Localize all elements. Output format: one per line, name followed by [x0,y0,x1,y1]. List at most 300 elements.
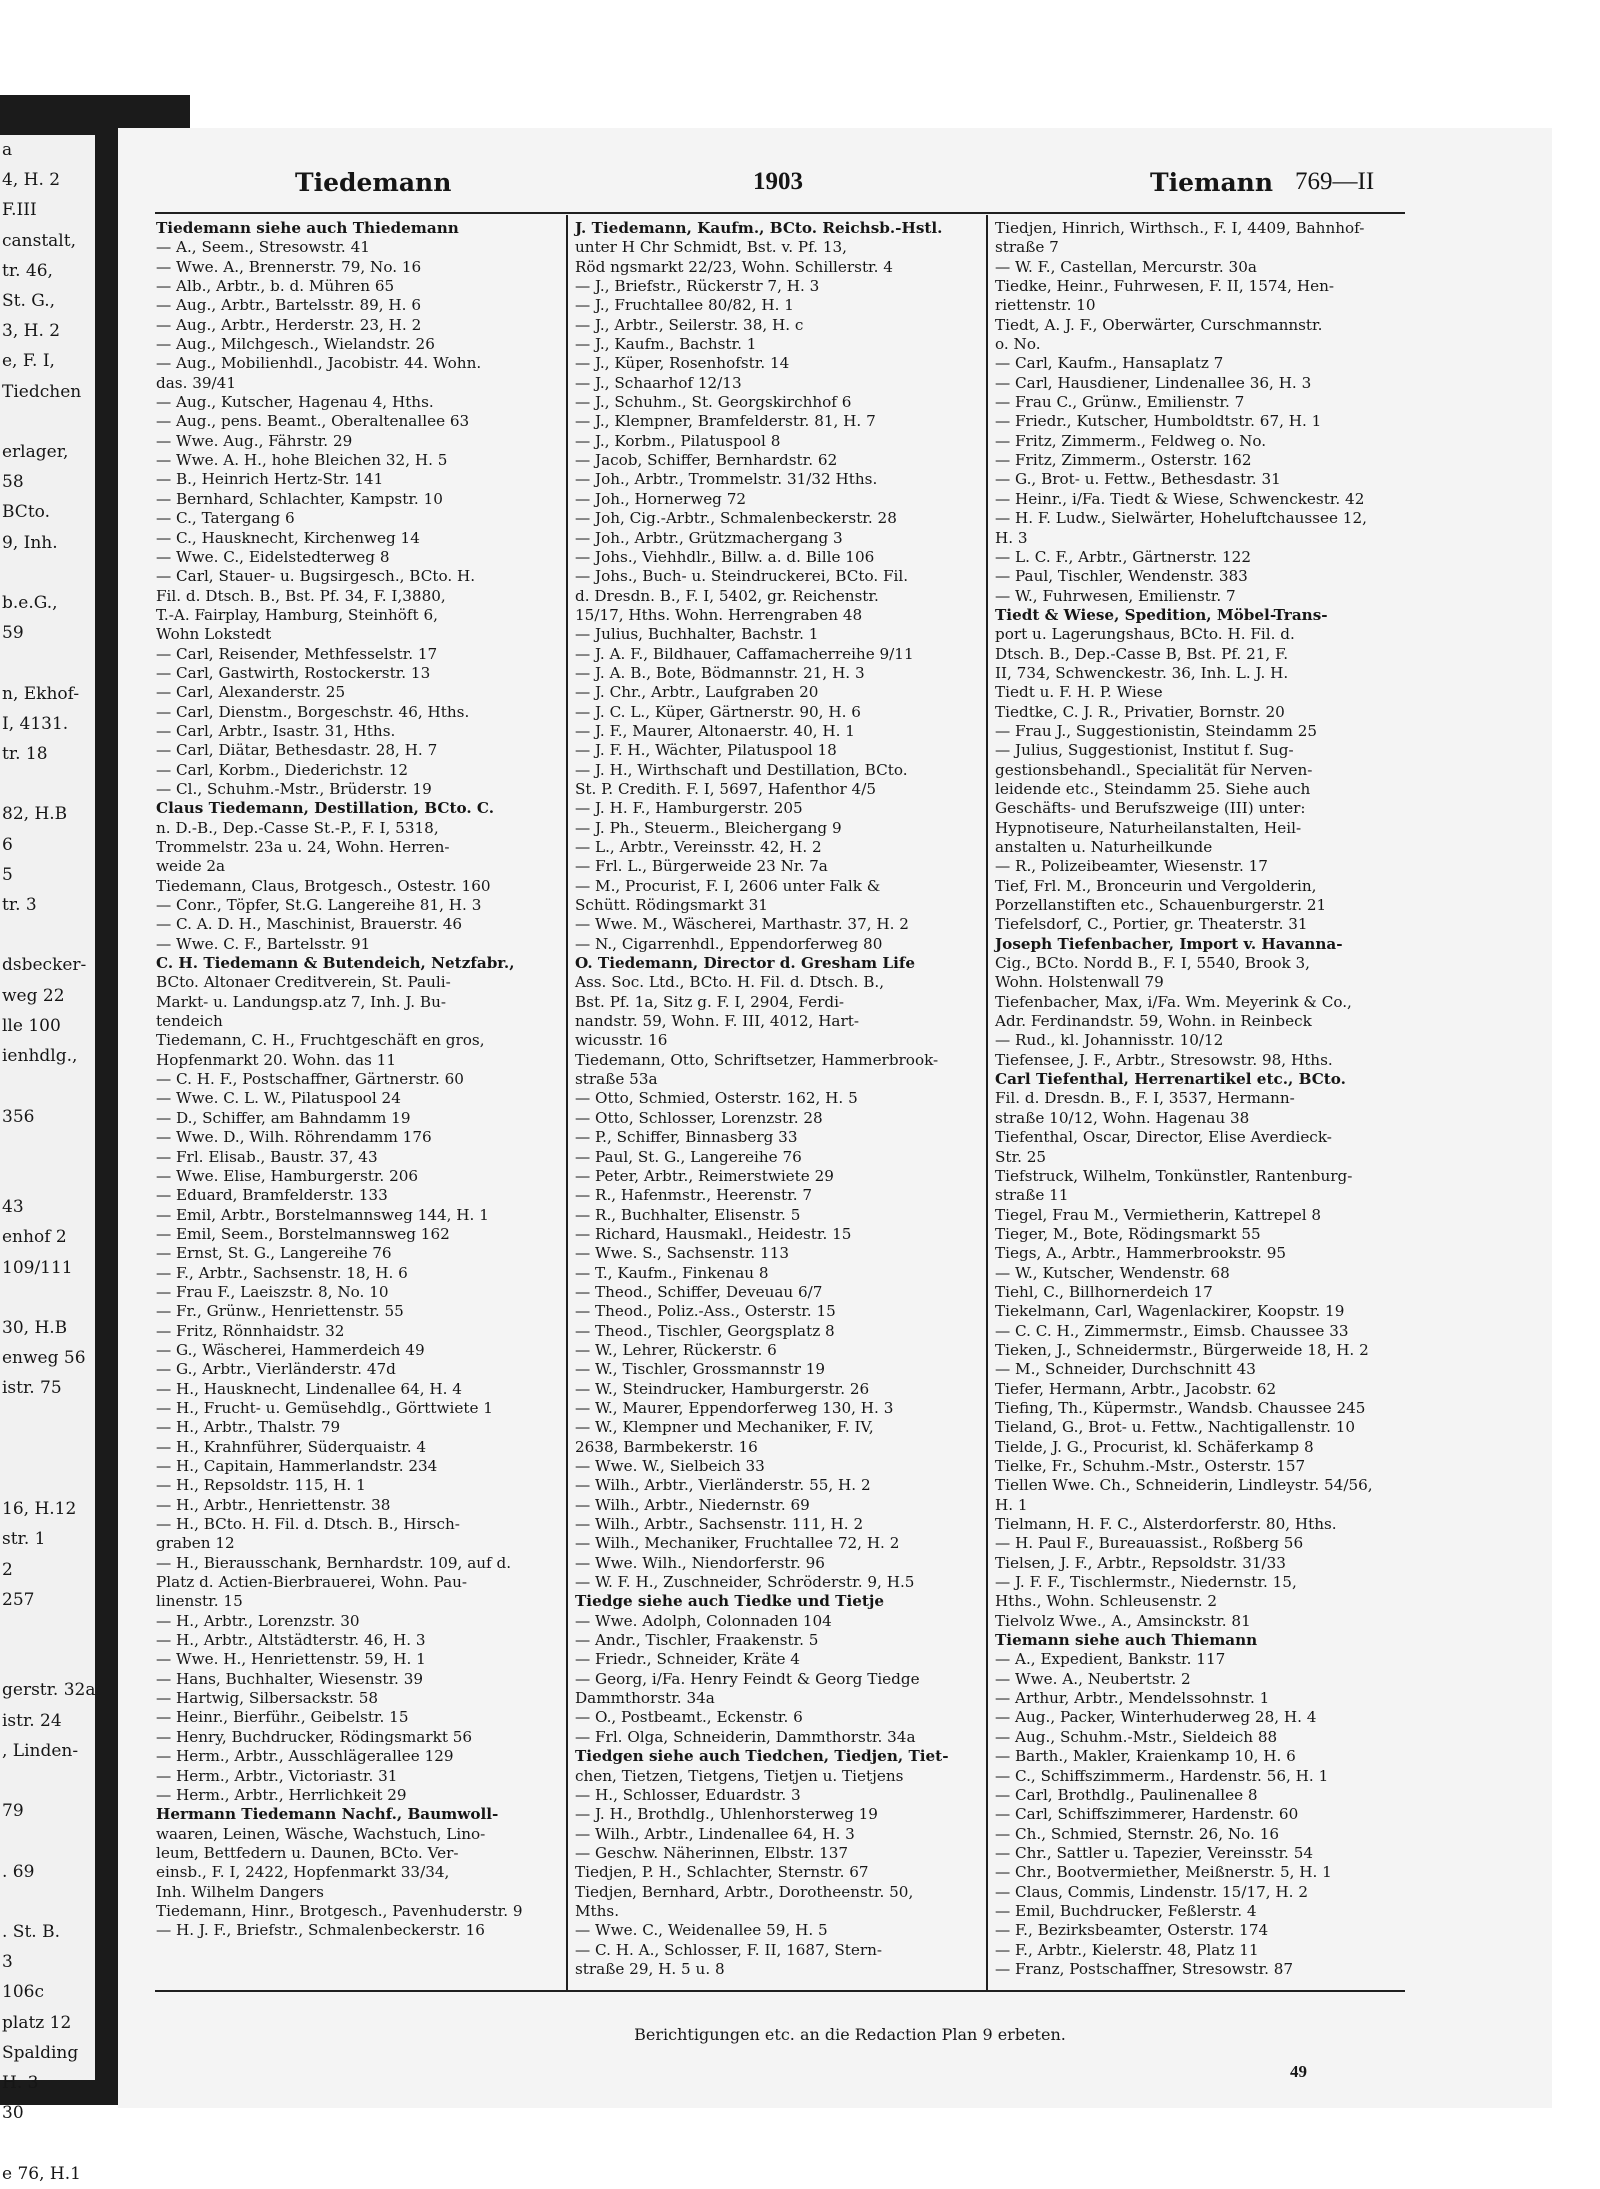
directory-entry: chen, Tietzen, Tietgens, Tietjen u. Tietjens [575,1766,904,1785]
previous-page-line [0,1766,95,1796]
directory-entry: — C. A. D. H., Maschinist, Brauerstr. 46 [156,915,463,934]
directory-entry: Tielvolz Wwe., A., Amsinckstr. 81 [995,1611,1251,1630]
directory-entry: — Chr., Sattler u. Tapezier, Vereinsstr. 54 [995,1843,1314,1862]
directory-entry: Tiellen Wwe. Ch., Schneiderin, Lindleystr. 54/56, [995,1476,1373,1495]
directory-entry: — Carl, Stauer- u. Bugsirgesch., BCto. H. [156,567,476,586]
previous-page-line [0,1645,95,1675]
directory-entry: straße 29, H. 5 u. 8 [575,1959,725,1978]
directory-entry: — Aug., Schuhm.-Mstr., Sieldeich 88 [995,1727,1278,1746]
previous-page-line: b.e.G., [2,593,58,614]
directory-entry: — Friedr., Kutscher, Humboldtstr. 67, H. 1 [995,412,1322,431]
previous-page-line: 109/111 [2,1257,73,1278]
directory-entry: straße 11 [995,1186,1069,1205]
directory-entry: — Friedr., Schneider, Kräte 4 [575,1650,800,1669]
previous-page-line: ienhdlg., [2,1046,78,1067]
directory-entry: — C., Tatergang 6 [156,509,295,528]
directory-entry: — Alb., Arbtr., b. d. Mühren 65 [156,277,395,296]
directory-entry: Tiefenthal, Oscar, Director, Elise Averdieck- [995,1128,1332,1147]
directory-entry: — Herm., Arbtr., Ausschlägerallee 129 [156,1747,454,1766]
column-divider [986,215,988,1990]
previous-page-line: H. 3 [2,2073,39,2093]
directory-entry: — J., Korbm., Pilatuspool 8 [575,431,781,450]
directory-entry: Tieland, G., Brot- u. Fettw., Nachtigallenstr. 10 [995,1418,1356,1437]
directory-entry: — Georg, i/Fa. Henry Feindt & Georg Tiedge [575,1669,920,1688]
directory-entry: T.-A. Fairplay, Hamburg, Steinhöft 6, [156,605,438,624]
directory-entry: o. No. [995,335,1041,354]
directory-entry: Tiedt, A. J. F., Oberwärter, Curschmannstr. [995,315,1323,334]
directory-entry: straße 53a [575,1070,658,1089]
directory-entry: Tiedemann, Hinr., Brotgesch., Pavenhuderstr. 9 [156,1901,523,1920]
previous-page-line [0,1464,95,1494]
directory-entry: — M., Schneider, Durchschnitt 43 [995,1360,1256,1379]
directory-entry: — C. C. H., Zimmermstr., Eimsb. Chaussee 33 [995,1321,1349,1340]
directory-entry: Tiedgen siehe auch Tiedchen, Tiedjen, Tiet- [575,1747,949,1766]
directory-entry: — Aug., Kutscher, Hagenau 4, Hths. [156,393,434,412]
directory-entry: — Wwe. S., Sachsenstr. 113 [575,1244,790,1263]
directory-entry: — Frau C., Grünw., Emilienstr. 7 [995,393,1245,412]
directory-entry: — Wilh., Arbtr., Vierländerstr. 55, H. 2 [575,1476,871,1495]
directory-entry: straße 10/12, Wohn. Hagenau 38 [995,1108,1250,1127]
directory-entry: — Wwe. Adolph, Colonnaden 104 [575,1611,832,1630]
directory-column-3 [995,219,1400,1989]
directory-entry: Adr. Ferdinandstr. 59, Wohn. in Reinbeck [995,1012,1312,1031]
directory-entry: — D., Schiffer, am Bahndamm 19 [156,1108,411,1127]
directory-entry: waaren, Leinen, Wäsche, Wachstuch, Lino- [156,1824,486,1843]
directory-entry: — Conr., Töpfer, St.G. Langereihe 81, H. 3 [156,896,482,915]
previous-page-line: , Linden- [2,1740,79,1761]
directory-entry: — Julius, Suggestionist, Institut f. Sug- [995,741,1294,760]
previous-page-fragment [0,135,96,2184]
page-number: 49 [1290,2062,1307,2081]
directory-entry: — Carl, Reisender, Methfesselstr. 17 [156,644,438,663]
directory-entry: — P., Schiffer, Binnasberg 33 [575,1128,798,1147]
previous-page-line: lle 100 [2,1015,61,1036]
directory-entry: — Wwe. Elise, Hamburgerstr. 206 [156,1166,419,1185]
directory-entry: anstalten u. Naturheilkunde [995,838,1213,856]
directory-entry: Dammthorstr. 34a [575,1689,715,1708]
directory-entry: Str. 25 [995,1147,1047,1166]
directory-entry: — J. Chr., Arbtr., Laufgraben 20 [575,683,819,702]
directory-entry: — G., Arbtr., Vierländerstr. 47d [156,1360,396,1379]
directory-entry: Porzellanstiften etc., Schauenburgerstr. 21 [995,896,1327,915]
previous-page-line: 82, H.B [2,804,68,825]
directory-entry: d. Dresdn. B., F. I, 5402, gr. Reichenstr. [575,586,879,605]
directory-entry: — R., Buchhalter, Elisenstr. 5 [575,1205,801,1224]
directory-entry: n. D.-B., Dep.-Casse St.-P., F. I, 5318, [156,818,439,837]
previous-page-line: 16, H.12 [2,1499,77,1520]
directory-entry: — Chr., Bootvermiether, Meißnerstr. 5, H. 1 [995,1863,1332,1882]
directory-entry: Tiegel, Frau M., Vermietherin, Kattrepel 8 [995,1205,1322,1224]
directory-entry: — Herm., Arbtr., Victoriastr. 31 [156,1766,398,1785]
directory-entry: — Wilh., Arbtr., Lindenallee 64, H. 3 [575,1824,855,1843]
directory-entry: Hermann Tiedemann Nachf., Baumwoll- [156,1805,499,1824]
directory-entry: — J. Ph., Steuerm., Bleichergang 9 [575,818,842,837]
directory-entry: — W., Tischler, Grossmannstr 19 [575,1360,826,1379]
directory-entry: nandstr. 59, Wohn. F. III, 4012, Hart- [575,1012,859,1031]
previous-page-line: dsbecker- [2,955,87,976]
previous-page-line: Tiedchen [2,381,82,402]
directory-entry: Tiefer, Hermann, Arbtr., Jacobstr. 62 [995,1379,1277,1398]
previous-page-line [0,1826,95,1856]
directory-entry: leidende etc., Steindamm 25. Siehe auch [995,779,1311,798]
directory-entry: 2638, Barmbekerstr. 16 [575,1437,758,1456]
previous-page-line: 257 [2,1589,35,1610]
directory-entry: — Joh., Hornerweg 72 [575,489,747,508]
directory-entry: — J., Briefstr., Rückerstr 7, H. 3 [575,277,820,296]
directory-entry: — J., Schaarhof 12/13 [575,373,742,392]
directory-entry: — Wwe. Aug., Fährstr. 29 [156,431,353,450]
column-divider [566,215,568,1990]
previous-page-line: 3 [2,1952,13,1973]
directory-entry: Tiefensee, J. F., Arbtr., Stresowstr. 98, Hths. [995,1050,1333,1069]
directory-entry: Tiegs, A., Arbtr., Hammerbrookstr. 95 [995,1244,1287,1263]
directory-entry: — Wwe. W., Sielbeich 33 [575,1457,765,1475]
directory-entry: — C. H. A., Schlosser, F. II, 1687, Stern- [575,1940,883,1959]
directory-entry: — W., Maurer, Eppendorferweg 130, H. 3 [575,1398,894,1417]
directory-entry: — H., Frucht- u. Gemüsehdlg., Görttwiete 1 [156,1398,493,1417]
directory-entry: — Geschw. Näherinnen, Elbstr. 137 [575,1843,849,1862]
directory-entry: II, 734, Schwenckestr. 36, Inh. L. J. H. [995,663,1289,682]
directory-entry: — M., Procurist, F. I, 2606 unter Falk & [575,876,881,895]
previous-page-line [0,1071,95,1101]
directory-entry: Tiekelmann, Carl, Wagenlackirer, Koopstr. 19 [995,1302,1345,1321]
directory-entry: — Johs., Buch- u. Steindruckerei, BCto. Fil. [575,567,909,586]
header-year: 1903 [753,168,803,195]
directory-entry: O. Tiedemann, Director d. Gresham Life [575,954,916,973]
directory-entry: graben 12 [156,1534,235,1553]
directory-entry: — Carl, Diätar, Bethesdastr. 28, H. 7 [156,741,438,760]
directory-entry: Tiemann siehe auch Thiemann [995,1631,1258,1650]
directory-entry: — Emil, Seem., Borstelmannsweg 162 [156,1224,450,1243]
previous-page-line: 106c [2,1982,44,2003]
directory-entry: — Heinr., Bierführ., Geibelstr. 15 [156,1708,409,1727]
directory-entry: — H., Arbtr., Altstädterstr. 46, H. 3 [156,1631,426,1650]
directory-entry: Tiedke, Heinr., Fuhrwesen, F. II, 1574, Hen- [995,277,1334,296]
directory-entry: — Fritz, Zimmerm., Feldweg o. No. [995,431,1267,450]
directory-entry: — Theod., Schiffer, Deveuau 6/7 [575,1282,823,1301]
previous-page-line: 30, H.B [2,1317,68,1338]
directory-entry: riettenstr. 10 [995,296,1096,315]
directory-entry: — Carl, Brothdlg., Paulinenallee 8 [995,1785,1258,1804]
directory-entry: — H., BCto. H. Fil. d. Dtsch. B., Hirsch- [156,1515,460,1534]
directory-entry: — Wilh., Arbtr., Sachsenstr. 111, H. 2 [575,1515,864,1534]
directory-entry: Hths., Wohn. Schleusenstr. 2 [995,1592,1218,1611]
directory-entry: — Carl, Schiffszimmerer, Hardenstr. 60 [995,1805,1299,1824]
directory-entry: — H. J. F., Briefstr., Schmalenbeckerstr. 16 [156,1921,485,1940]
directory-entry: Tiedemann siehe auch Thiedemann [156,219,459,237]
directory-entry: — O., Postbeamt., Eckenstr. 6 [575,1708,803,1727]
directory-entry: — Carl, Alexanderstr. 25 [156,683,346,702]
directory-entry: Cig., BCto. Nordd B., F. I, 5540, Brook 3, [995,954,1311,973]
previous-page-line: F.III [2,200,37,221]
directory-entry: Inh. Wilhelm Dangers [156,1882,324,1901]
directory-entry: — C., Schiffszimmerm., Hardenstr. 56, H. 1 [995,1766,1329,1785]
directory-entry: — T., Kaufm., Finkenau 8 [575,1263,769,1282]
previous-page-line: 79 [2,1801,24,1822]
previous-page-line: Spalding [2,2042,79,2063]
directory-entry: — R., Polizeibeamter, Wiesenstr. 17 [995,857,1268,876]
directory-entry: — J. F. F., Tischlermstr., Niedernstr. 15, [995,1573,1297,1592]
directory-entry: Röd ngsmarkt 22/23, Wohn. Schillerstr. 4 [575,257,893,276]
directory-entry: — N., Cigarrenhdl., Eppendorferweg 80 [575,934,883,953]
directory-entry: — Henry, Buchdrucker, Rödingsmarkt 56 [156,1727,473,1746]
directory-entry: Fil. d. Dtsch. B., Bst. Pf. 34, F. I,3880, [156,586,446,605]
directory-entry: — Carl, Gastwirth, Rostockerstr. 13 [156,663,431,682]
directory-entry: — Carl, Arbtr., Isastr. 31, Hths. [156,721,396,740]
directory-entry: Tief, Frl. M., Bronceurin und Vergolderin, [995,876,1317,895]
directory-entry: — C. H. F., Postschaffner, Gärtnerstr. 60 [156,1070,464,1089]
directory-entry: — H. F. Ludw., Sielwärter, Hoheluftchaussee 12, [995,509,1367,528]
directory-entry: — H., Schlosser, Eduardstr. 3 [575,1785,801,1804]
previous-page-line [0,1615,95,1645]
directory-entry: linenstr. 15 [156,1592,243,1611]
previous-page-line: . St. B. [2,1921,60,1942]
directory-entry: Tielde, J. G., Procurist, kl. Schäferkamp 8 [995,1437,1314,1456]
previous-page-line [0,558,95,588]
directory-entry: Tieken, J., Schneidermstr., Bürgerweide 18, H. 2 [995,1340,1369,1359]
directory-entry: H. 3 [995,528,1028,547]
directory-entry: — F., Arbtr., Kielerstr. 48, Platz 11 [995,1940,1259,1959]
previous-page-line [0,1283,95,1313]
directory-entry: Tiefenbacher, Max, i/Fa. Wm. Meyerink & Co., [995,992,1352,1011]
previous-page-line [0,1162,95,1192]
previous-page-line [0,920,95,950]
previous-page-line [0,769,95,799]
directory-entry: Tieger, M., Bote, Rödingsmarkt 55 [995,1224,1261,1243]
directory-entry: Tiehl, C., Billhornerdeich 17 [995,1282,1213,1301]
previous-page-line: enweg 56 [2,1348,86,1369]
directory-entry: — Wwe. D., Wilh. Röhrendamm 176 [156,1128,432,1147]
directory-entry: Trommelstr. 23a u. 24, Wohn. Herren- [156,838,450,856]
directory-entry: einsb., F. I, 2422, Hopfenmarkt 33/34, [156,1863,450,1882]
directory-entry: Hopfenmarkt 20. Wohn. das 11 [156,1050,396,1069]
directory-entry: — Claus, Commis, Lindenstr. 15/17, H. 2 [995,1882,1308,1901]
directory-entry: — A., Expedient, Bankstr. 117 [995,1650,1226,1669]
directory-entry: — J. F., Maurer, Altonaerstr. 40, H. 1 [575,721,855,740]
directory-entry: — L., Arbtr., Vereinsstr. 42, H. 2 [575,838,822,856]
previous-page-line: 59 [2,623,24,644]
directory-entry: — Franz, Postschaffner, Stresowstr. 87 [995,1959,1294,1978]
directory-entry: — Ch., Schmied, Sternstr. 26, No. 16 [995,1824,1280,1843]
directory-entry: — H., Capitain, Hammerlandstr. 234 [156,1457,438,1475]
directory-entry: — J. H. F., Hamburgerstr. 205 [575,799,803,818]
directory-entry: — Barth., Makler, Kraienkamp 10, H. 6 [995,1747,1296,1766]
directory-entry: — Frau F., Laeiszstr. 8, No. 10 [156,1282,389,1301]
directory-entry: Tiedt & Wiese, Spedition, Möbel-Trans- [995,605,1328,624]
directory-entry: — Arthur, Arbtr., Mendelssohnstr. 1 [995,1689,1270,1708]
directory-entry: — G., Brot- u. Fettw., Bethesdastr. 31 [995,470,1281,489]
directory-entry: — J., Küper, Rosenhofstr. 14 [575,354,790,373]
directory-entry: — Emil, Buchdrucker, Feßlerstr. 4 [995,1901,1257,1920]
previous-page-line: istr. 75 [2,1378,62,1399]
directory-entry: Tiedjen, P. H., Schlachter, Sternstr. 67 [575,1863,869,1882]
directory-entry: Fil. d. Dresdn. B., F. I, 3537, Hermann- [995,1089,1295,1108]
directory-entry: Tielsen, J. F., Arbtr., Repsoldstr. 31/33 [995,1553,1286,1572]
directory-entry: — J. A. F., Bildhauer, Caffamacherreihe 9/11 [575,644,914,663]
previous-page-line: e, F. I, [2,351,55,372]
directory-entry: — R., Hafenmstr., Heerenstr. 7 [575,1186,813,1205]
previous-page-line [0,648,95,678]
directory-entry: BCto. Altonaer Creditverein, St. Pauli- [156,973,451,992]
directory-entry: — Andr., Tischler, Fraakenstr. 5 [575,1631,819,1650]
directory-entry: — C., Hausknecht, Kirchenweg 14 [156,528,420,547]
directory-entry: — Frl. Elisab., Baustr. 37, 43 [156,1147,378,1166]
directory-entry: — H., Arbtr., Thalstr. 79 [156,1418,341,1437]
directory-entry: Mths. [575,1901,620,1920]
directory-entry: Tiedjen, Hinrich, Wirthsch., F. I, 4409, Bahnhof- [995,219,1365,237]
previous-page-line: . 69 [2,1861,35,1882]
directory-entry: — Wwe. C. F., Bartelsstr. 91 [156,934,371,953]
directory-entry: — Eduard, Bramfelderstr. 133 [156,1186,388,1205]
directory-entry: — Wwe. A., Brennerstr. 79, No. 16 [156,257,422,276]
directory-entry: — Wwe. M., Wäscherei, Marthastr. 37, H. 2 [575,915,909,934]
directory-entry: — J., Arbtr., Seilerstr. 38, H. c [575,315,804,334]
previous-page-line: a [2,140,13,160]
previous-page-line [0,407,95,437]
directory-entry: — Wwe. C., Weidenallee 59, H. 5 [575,1921,828,1940]
directory-entry: weide 2a [156,857,226,876]
directory-entry: — Wwe. C. L. W., Pilatuspool 24 [156,1089,401,1108]
directory-entry: — J. C. L., Küper, Gärtnerstr. 90, H. 6 [575,702,861,721]
footer-rule [155,1990,1405,1992]
directory-entry: — G., Wäscherei, Hammerdeich 49 [156,1340,425,1359]
directory-entry: Tiefing, Th., Küpermstr., Wandsb. Chaussee 245 [995,1398,1366,1417]
previous-page-line: tr. 46, [2,260,53,281]
directory-entry: — Fritz, Rönnhaidstr. 32 [156,1321,345,1340]
directory-entry: Bst. Pf. 1a, Sitz g. F. I, 2904, Ferdi- [575,992,845,1011]
directory-entry: Platz d. Actien-Bierbrauerei, Wohn. Pau- [156,1573,468,1592]
directory-entry: gestionsbehandl., Specialität für Nerven- [995,760,1313,779]
directory-entry: Geschäfts- und Berufszweige (III) unter: [995,799,1306,818]
directory-entry: — Wwe. Wilh., Niendorferstr. 96 [575,1553,825,1572]
previous-page-line: weg 22 [2,985,65,1006]
directory-entry: — W., Fuhrwesen, Emilienstr. 7 [995,586,1236,605]
directory-entry: — Julius, Buchhalter, Bachstr. 1 [575,625,819,644]
directory-entry: — Ernst, St. G., Langereihe 76 [156,1244,392,1263]
directory-entry: — Joh., Arbtr., Grützmachergang 3 [575,528,843,547]
previous-page-line [0,2128,95,2158]
previous-page-line: 356 [2,1106,35,1127]
header-last-name: Tiemann [1150,168,1274,197]
directory-column-1 [156,219,556,1989]
directory-entry: Schütt. Rödingsmarkt 31 [575,896,768,915]
directory-entry: — Wwe. A. H., hohe Bleichen 32, H. 5 [156,451,448,470]
directory-entry: — H., Arbtr., Henriettenstr. 38 [156,1495,391,1514]
directory-entry: wicusstr. 16 [575,1031,668,1050]
previous-page-line [0,1434,95,1464]
previous-page-line: tr. 3 [2,895,37,916]
directory-entry: — Wwe. A., Neubertstr. 2 [995,1669,1191,1688]
directory-entry: — Aug., Arbtr., Herderstr. 23, H. 2 [156,315,422,334]
header-page-label: 769—II [1295,168,1375,195]
directory-entry: — J. A. B., Bote, Bödmannstr. 21, H. 3 [575,663,865,682]
directory-entry: straße 7 [995,238,1059,257]
previous-page-line: tr. 18 [2,744,48,765]
directory-entry: — Emil, Arbtr., Borstelmannsweg 144, H. 1 [156,1205,489,1224]
directory-entry: — Hartwig, Silbersackstr. 58 [156,1689,379,1708]
directory-entry: — Aug., Milchgesch., Wielandstr. 26 [156,335,435,354]
directory-entry: 15/17, Hths. Wohn. Herrengraben 48 [575,605,863,624]
directory-entry: — Hans, Buchhalter, Wiesenstr. 39 [156,1669,424,1688]
directory-entry: — J., Fruchtallee 80/82, H. 1 [575,296,794,315]
directory-entry: — Frau J., Suggestionistin, Steindamm 25 [995,721,1318,740]
directory-entry: — Peter, Arbtr., Reimerstwiete 29 [575,1166,834,1185]
directory-entry: — H., Hausknecht, Lindenallee 64, H. 4 [156,1379,462,1398]
directory-entry: — J., Kaufm., Bachstr. 1 [575,335,757,354]
directory-entry: — Joh, Cig.-Arbtr., Schmalenbeckerstr. 28 [575,509,897,528]
directory-entry: leum, Bettfedern u. Daunen, BCto. Ver- [156,1843,459,1862]
directory-entry: — Theod., Poliz.-Ass., Osterstr. 15 [575,1302,836,1321]
directory-entry: — H., Repsoldstr. 115, H. 1 [156,1476,366,1495]
directory-entry: — J., Klempner, Bramfelderstr. 81, H. 7 [575,412,876,431]
directory-entry: — H., Bierausschank, Bernhardstr. 109, auf d. [156,1553,512,1572]
directory-entry: J. Tiedemann, Kaufm., BCto. Reichsb.-Hstl. [575,219,943,237]
directory-entry: Tiedtke, C. J. R., Privatier, Bornstr. 20 [995,702,1285,721]
directory-entry: Ass. Soc. Ltd., BCto. H. Fil. d. Dtsch. B., [575,973,885,992]
directory-entry: — F., Bezirksbeamter, Osterstr. 174 [995,1921,1269,1940]
directory-entry: Tiedt u. F. H. P. Wiese [995,683,1163,702]
directory-entry: tendeich [156,1012,223,1031]
directory-entry: — B., Heinrich Hertz-Str. 141 [156,470,384,489]
directory-entry: — A., Seem., Stresowstr. 41 [156,238,370,257]
directory-entry: — Otto, Schmied, Osterstr. 162, H. 5 [575,1089,858,1108]
directory-entry: — Herm., Arbtr., Herrlichkeit 29 [156,1785,407,1804]
directory-entry: Tielmann, H. F. C., Alsterdorferstr. 80, Hths. [995,1515,1337,1534]
previous-page-line: BCto. [2,502,50,523]
directory-entry: — W., Lehrer, Rückerstr. 6 [575,1340,777,1359]
header-rule [155,212,1405,214]
directory-entry: — Fr., Grünw., Henriettenstr. 55 [156,1302,404,1321]
directory-entry: — H., Arbtr., Lorenzstr. 30 [156,1611,360,1630]
directory-entry: — H. Paul F., Bureauassist., Roßberg 56 [995,1534,1304,1553]
previous-page-line: I, 4131. [2,713,69,734]
directory-entry: Joseph Tiefenbacher, Import v. Havanna- [995,934,1343,953]
directory-entry: Markt- u. Landungsp.atz 7, Inh. J. Bu- [156,992,447,1011]
directory-entry: unter H Chr Schmidt, Bst. v. Pf. 13, [575,238,847,257]
directory-entry: — Bernhard, Schlachter, Kampstr. 10 [156,489,443,508]
directory-entry: Tiefstruck, Wilhelm, Tonkünstler, Rantenburg- [995,1166,1353,1185]
directory-entry: Claus Tiedemann, Destillation, BCto. C. [156,799,495,818]
directory-entry: Tiedemann, Otto, Schriftsetzer, Hammerbrook- [575,1050,939,1069]
directory-entry: — J. H., Wirthschaft und Destillation, BCto. [575,760,908,779]
directory-entry: C. H. Tiedemann & Butendeich, Netzfabr., [156,954,515,973]
directory-entry: — Otto, Schlosser, Lorenzstr. 28 [575,1108,823,1127]
directory-entry: — Wwe. H., Henriettenstr. 59, H. 1 [156,1650,426,1669]
directory-entry: — Wilh., Arbtr., Niedernstr. 69 [575,1495,810,1514]
previous-page-line: str. 1 [2,1529,46,1550]
directory-entry: — Carl, Korbm., Diederichstr. 12 [156,760,409,779]
directory-entry: — Carl, Hausdiener, Lindenallee 36, H. 3 [995,373,1312,392]
previous-page-line: e 76, H.1 [2,2163,81,2184]
directory-entry: — W., Kutscher, Wendenstr. 68 [995,1263,1230,1282]
directory-entry: Hypnotiseure, Naturheilanstalten, Heil- [995,818,1302,837]
header-first-name: Tiedemann [295,168,452,197]
directory-entry: — W., Klempner und Mechaniker, F. IV, [575,1418,874,1437]
directory-entry: — W., Steindrucker, Hamburgerstr. 26 [575,1379,870,1398]
directory-entry: — Cl., Schuhm.-Mstr., Brüderstr. 19 [156,779,432,798]
directory-entry: — Aug., Mobilienhdl., Jacobistr. 44. Wohn. [156,354,482,373]
directory-entry: — Richard, Hausmakl., Heidestr. 15 [575,1224,852,1243]
directory-entry: Tiedemann, C. H., Fruchtgeschäft en gros, [156,1031,485,1050]
directory-entry: das. 39/41 [156,373,236,392]
directory-entry: — Aug., Packer, Winterhuderweg 28, H. 4 [995,1708,1317,1727]
directory-entry: — Rud., kl. Johannisstr. 10/12 [995,1031,1224,1050]
directory-entry: — Carl, Kaufm., Hansaplatz 7 [995,354,1224,373]
directory-entry: — J. H., Brothdlg., Uhlenhorsterweg 19 [575,1805,878,1824]
directory-entry: — Frl. L., Bürgerweide 23 Nr. 7a [575,857,828,876]
directory-entry: — Joh., Arbtr., Trommelstr. 31/32 Hths. [575,470,878,489]
directory-entry: Tiedjen, Bernhard, Arbtr., Dorotheenstr. 50, [575,1882,914,1901]
